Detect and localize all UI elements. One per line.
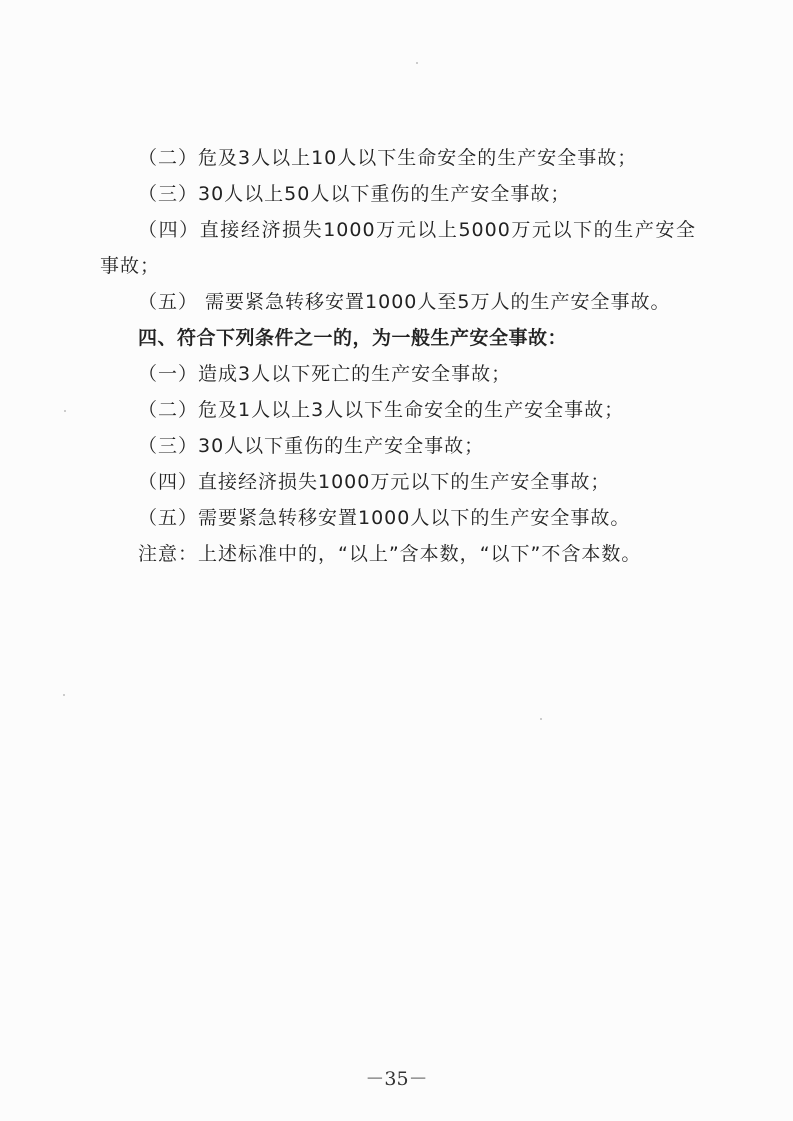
document-body bbox=[100, 140, 696, 572]
clause-3-injured-30-to-50: （三）30人以上50人以下重伤的生产安全事故； bbox=[138, 183, 571, 205]
scan-speck bbox=[416, 62, 418, 64]
clause-4-loss-under-1000: （四）直接经济损失1000万元以下的生产安全事故； bbox=[138, 471, 611, 493]
scan-speck bbox=[64, 410, 66, 412]
clause-2-endangered-3-to-10: （二）危及3人以上10人以下生命安全的生产安全事故； bbox=[138, 147, 638, 169]
clause-1-deaths-under-3: （一）造成3人以下死亡的生产安全事故； bbox=[138, 363, 512, 385]
clause-2-endangered-1-to-3: （二）危及1人以上3人以下生命安全的生产安全事故； bbox=[138, 399, 625, 421]
scan-speck bbox=[63, 694, 65, 696]
note-paragraph: 注意：上述标准中的，“以上”含本数，“以下”不含本数。 bbox=[138, 543, 642, 565]
scan-speck bbox=[540, 718, 542, 720]
clause-4-loss-1000-to-5000: （四）直接经济损失1000万元以上5000万元以下的生产安全事故； bbox=[100, 219, 696, 277]
clause-3-injured-under-30: （三）30人以下重伤的生产安全事故； bbox=[138, 435, 485, 457]
clause-5-relocation-under-1000: （五）需要紧急转移安置1000人以下的生产安全事故。 bbox=[138, 507, 631, 529]
clause-5-relocation-1000-to-50000: （五） 需要紧急转移安置1000人至5万人的生产安全事故。 bbox=[138, 291, 671, 313]
page-number: －35－ bbox=[365, 1068, 428, 1090]
section-4-heading: 四、符合下列条件之一的，为一般生产安全事故： bbox=[138, 327, 568, 349]
